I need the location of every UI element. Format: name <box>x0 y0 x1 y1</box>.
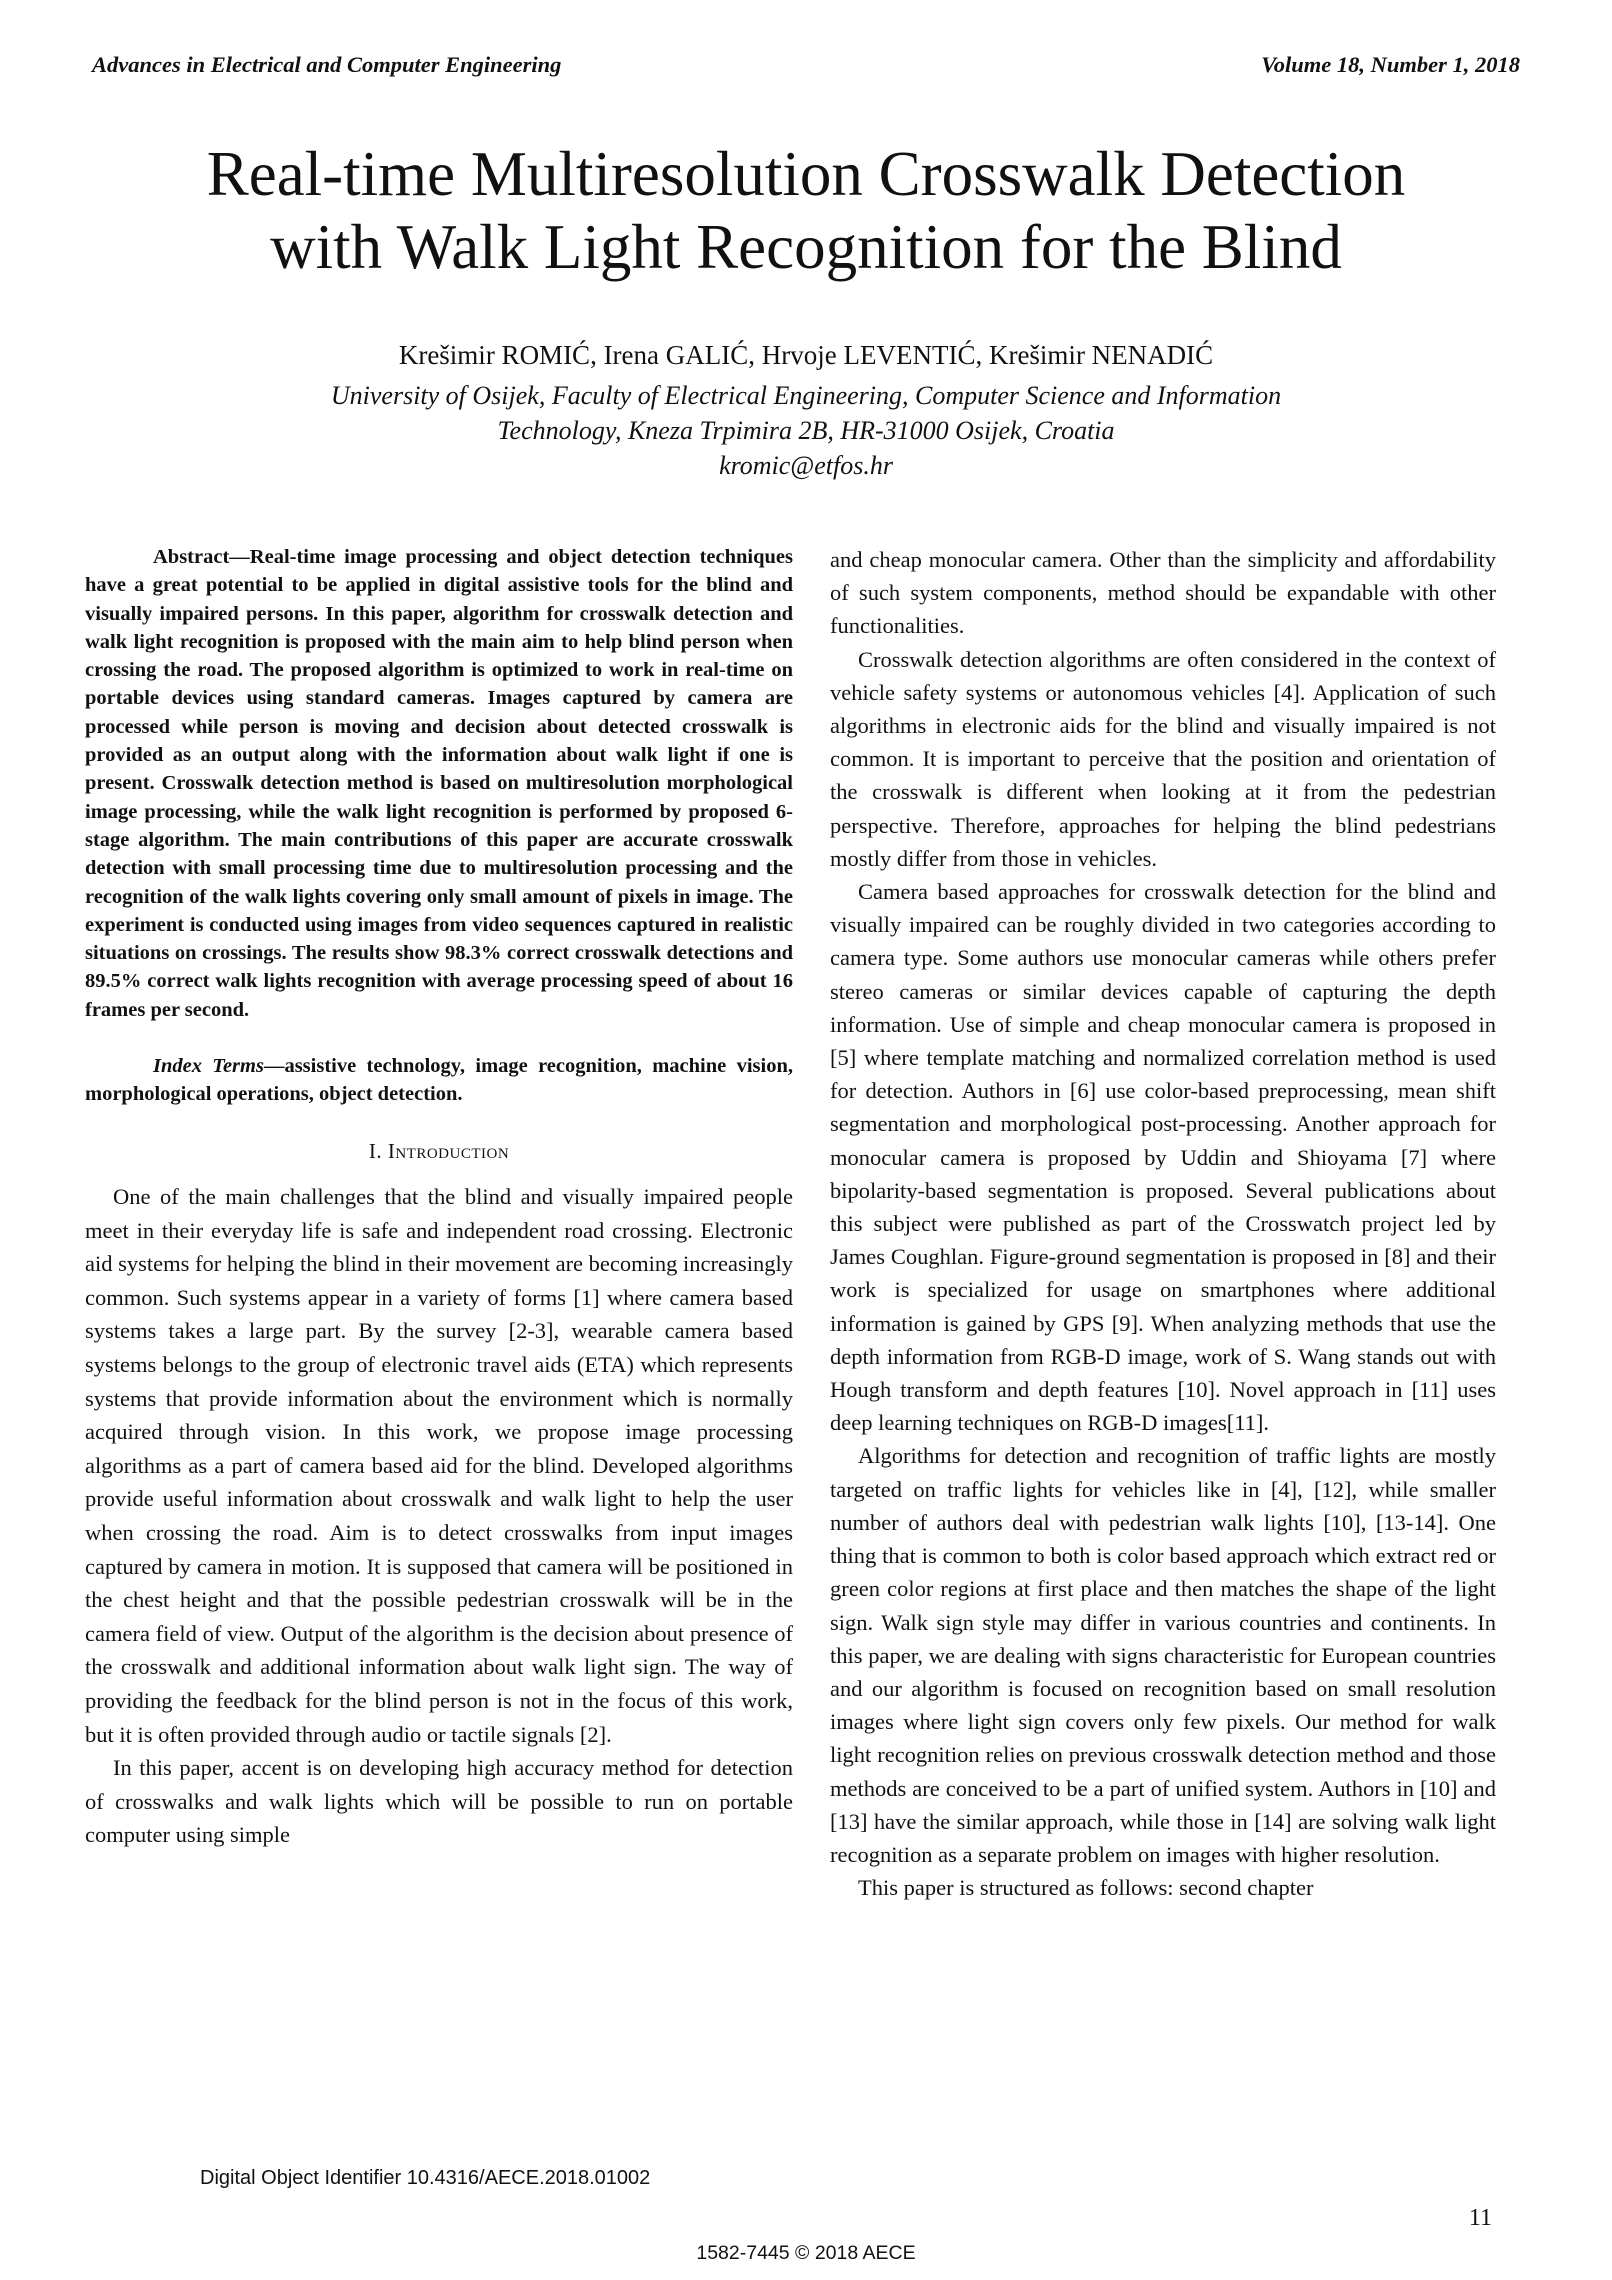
abstract <box>85 543 793 1024</box>
body-paragraph: In this paper, accent is on developing high accuracy method for detection of crosswalks and walk lights which will be possible to run on portable computer using simple <box>85 1755 793 1848</box>
section-number: I. <box>368 1138 383 1163</box>
index-terms-label: Index Terms <box>153 1055 264 1078</box>
right-column <box>830 543 1496 1904</box>
section-title: Introduction <box>387 1138 510 1163</box>
abstract-text: —Real-time image processing and object detection techniques have a great potential to be applied in digital assistive tools for the blind and visually impaired persons. In this paper, algorithm for crosswalk detection and walk light recognition is proposed with the main aim to help blind person when crossing the road. The proposed algorithm is optimized to work in real-time on portable devices using standard cameras. Images captured by camera are processed while person is moving and decision about detected crosswalk is provided as an output along with the information about walk light if one is present. Crosswalk detection method is based on multiresolution morphological image processing, while the walk light recognition is performed by proposed 6-stage algorithm. The main contributions of this paper are accurate crosswalk detection with small processing time due to multiresolution processing and the recognition of the walk lights covering only small amount of pixels in image. The experiment is conducted using images from video sequences captured in realistic situations on crossings. The results show 98.3% correct crosswalk detections and 89.5% correct walk lights recognition with average processing speed of about 16 frames per second. <box>85 546 793 1021</box>
body-paragraph: One of the main challenges that the blind and visually impaired people meet in their everyday life is safe and independent road crossing. Electronic aid systems for helping the blind in their movement are becoming increasingly common. Such systems appear in a variety of forms [1] where camera based systems takes a large part. By the survey [2-3], wearable camera based systems belongs to the group of electronic travel aids (ETA) which represents systems that provide information about the environment which is normally acquired through vision. In this work, we propose image processing algorithms as a part of camera based aid for the blind. Developed algorithms provide useful information about crosswalk and walk light to help the user when crossing the road. Aim is to detect crosswalks from input images captured by camera in motion. It is supposed that camera will be positioned in the chest height and that the possible pedestrian crosswalk will be in the camera field of view. Output of the algorithm is the decision about presence of the crosswalk and additional information about walk light sign. The way of providing the feedback for the blind person is not in the focus of this work, but it is often provided through audio or tactile signals [2]. <box>85 1184 793 1747</box>
issn-footer: 1582-7445 © 2018 AECE <box>696 2242 916 2264</box>
abstract-label: Abstract <box>153 546 230 568</box>
affiliation-line-2: Technology, Kneza Trpimira 2B, HR-31000 Osijek, Croatia <box>497 416 1115 445</box>
affiliation <box>120 378 1492 483</box>
author-email[interactable]: kromic@etfos.hr <box>719 451 893 480</box>
doi-footer: Digital Object Identifier 10.4316/AECE.2018.01002 <box>200 2167 651 2189</box>
author-list: Krešimir ROMIĆ, Irena GALIĆ, Hrvoje LEVENTIĆ, Krešimir NENADIĆ <box>398 340 1214 370</box>
body-paragraph: and cheap monocular camera. Other than the simplicity and affordability of such system components, method should be expandable with other functionalities. <box>830 547 1496 639</box>
body-paragraph: Algorithms for detection and recognition of traffic lights are mostly targeted on traffic lights for vehicles like in [4], [12], while smaller number of authors deal with pedestrian walk lights [10], [13-14]. One thing that is common to both is color based approach which extract red or green color regions at first place and then matches the shape of the light sign. Walk sign style may differ in various countries and continents. In this paper, we are dealing with signs characteristic for European countries and our algorithm is focused on recognition based on small resolution images where light sign covers only few pixels. Our method for walk light recognition relies on previous crosswalk detection method and those methods are conceived to be a part of unified system. Authors in [10] and [13] have the similar approach, while those in [14] are solving walk light recognition as a separate problem on images with higher resolution. <box>830 1443 1496 1867</box>
paper-title <box>120 138 1492 284</box>
body-paragraph: Camera based approaches for crosswalk detection for the blind and visually impaired can be roughly divided in two categories according to camera type. Some authors use monocular cameras while others prefer stereo cameras or similar devices capable of capturing the depth information. Use of simple and cheap monocular camera is proposed in [5] where template matching and normalized correlation method is used for detection. Authors in [6] use color-based preprocessing, mean shift segmentation and morphological post-processing. Another approach for monocular camera is proposed by Uddin and Shioyama [7] where bipolarity-based segmentation is proposed. Several publications about this subject were published as part of the Crosswatch project led by James Coughlan. Figure-ground segmentation is proposed in [8] and their work is specialized for usage on smartphones where additional information is gained by GPS [9]. When analyzing methods that use the depth information from RGB-D image, work of S. Wang stands out with Hough transform and depth features [10]. Novel approach in [11] uses deep learning techniques on RGB-D images[11]. <box>830 879 1496 1436</box>
paper-title-line-1: Real-time Multiresolution Crosswalk Detection <box>206 139 1406 209</box>
paper-title-line-2: with Walk Light Recognition for the Blind <box>270 212 1342 282</box>
left-column <box>85 543 793 1852</box>
index-terms <box>85 1052 793 1109</box>
journal-name: Advances in Electrical and Computer Engineering <box>92 52 562 77</box>
affiliation-line-1: University of Osijek, Faculty of Electrical Engineering, Computer Science and Information <box>330 381 1282 410</box>
body-paragraph: Crosswalk detection algorithms are often considered in the context of vehicle safety systems or autonomous vehicles [4]. Application of such algorithms in electronic aids for the blind and visually impaired is not common. It is important to perceive that the position and orientation of the crosswalk is different when looking at it from the pedestrian perspective. Therefore, approaches for helping the blind pedestrians mostly differ from those in vehicles. <box>830 646 1496 871</box>
section-heading-introduction <box>85 1135 793 1168</box>
index-terms-text: —assistive technology, image recognition, machine vision, morphological operations, object detection. <box>85 1055 793 1106</box>
volume-info: Volume 18, Number 1, 2018 <box>1261 52 1520 77</box>
body-paragraph: This paper is structured as follows: second chapter <box>858 1875 1314 1901</box>
page-number: 11 <box>1468 2205 1492 2231</box>
